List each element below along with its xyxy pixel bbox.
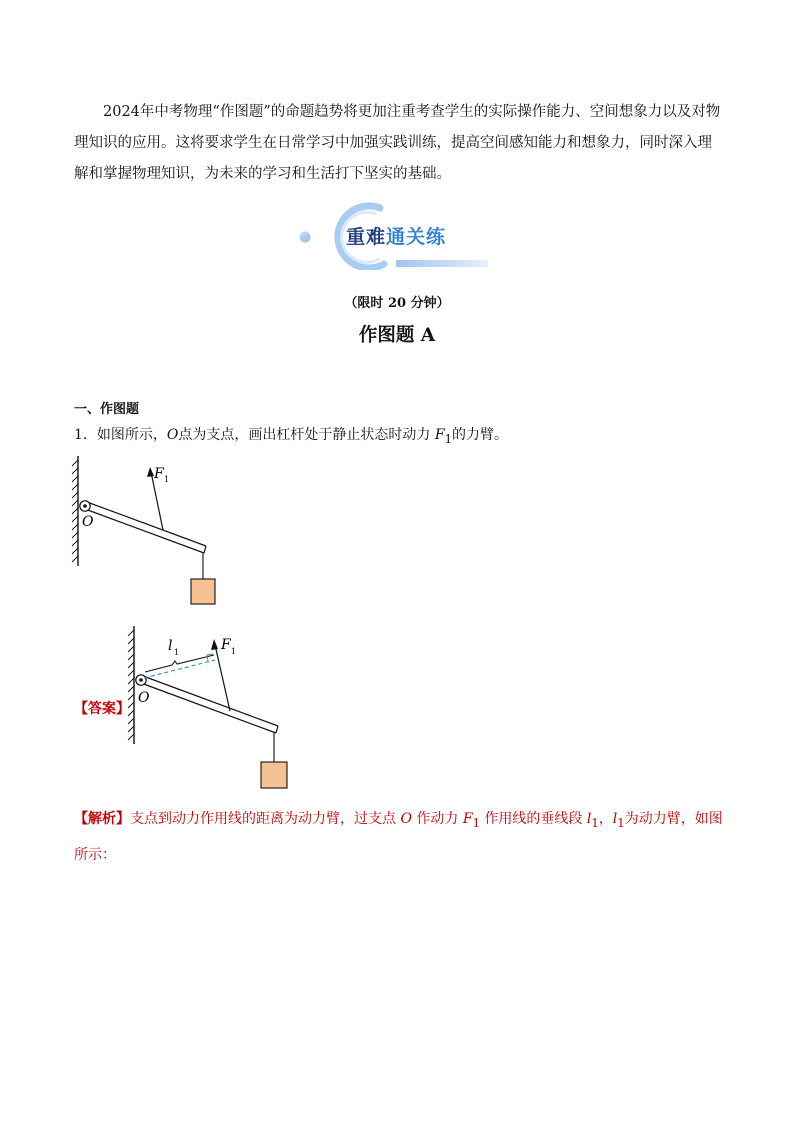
question-text-b: 点为支点，画出杠杆处于静止状态时动力 xyxy=(178,427,435,443)
answer-pivot-label: O xyxy=(138,690,150,706)
question-pivot: O xyxy=(166,427,179,443)
analysis-paragraph xyxy=(74,803,726,871)
banner-title-part1: 重难 xyxy=(346,226,387,248)
hanging-weight xyxy=(191,579,215,604)
analysis-pivot: O xyxy=(400,811,412,827)
question-force-sub: 1 xyxy=(444,431,452,446)
section-banner xyxy=(296,198,496,270)
answer-wall xyxy=(128,626,134,744)
answer-hanging-weight xyxy=(261,762,287,788)
arm-label-sub: 1 xyxy=(174,648,180,657)
answer-force-label: F xyxy=(221,637,231,653)
question-force: F xyxy=(434,427,445,443)
question-text-a: 如图所示， xyxy=(96,427,167,443)
analysis-arm-1-sub: 1 xyxy=(591,815,599,830)
question-figure xyxy=(66,452,236,610)
pivot-label: O xyxy=(82,514,94,530)
banner-title-part2: 通关练 xyxy=(386,226,447,248)
analysis-text-2: 作动力 xyxy=(411,811,463,827)
lever xyxy=(85,502,206,553)
arm-label: l xyxy=(168,638,173,654)
section-heading: 一、作图题 xyxy=(74,402,140,417)
answer-tag: 【答案】 xyxy=(74,701,130,717)
force-label: F xyxy=(154,466,164,482)
pivot-hinge xyxy=(80,501,90,511)
analysis-force-sub: 1 xyxy=(472,815,480,830)
banner-title xyxy=(346,222,446,249)
force-label-sub: 1 xyxy=(164,475,170,484)
time-limit: （限时 20 分钟） xyxy=(344,296,450,311)
analysis-text-3: 作用线的垂线段 xyxy=(479,811,587,827)
analysis-text-5: 为动力臂，如图所示： xyxy=(74,811,723,863)
analysis-force: F xyxy=(462,811,473,827)
question-1 xyxy=(74,424,508,446)
question-number: 1． xyxy=(74,427,97,443)
answer-figure xyxy=(122,622,302,792)
answer-force-label-sub: 1 xyxy=(231,647,237,656)
analysis-arm-1: l xyxy=(586,811,592,827)
wall xyxy=(72,456,78,566)
answer-pivot-hinge xyxy=(136,675,146,685)
analysis-arm-2: l xyxy=(612,811,618,827)
answer-lever xyxy=(141,676,278,733)
analysis-text-1: 支点到动力作用线的距离为动力臂，过支点 xyxy=(130,811,401,827)
analysis-arm-2-sub: 1 xyxy=(617,815,625,830)
page-title: 作图题 A xyxy=(358,325,436,346)
intro-paragraph: 2024年中考物理“作图题”的命题趋势将更加注重考查学生的实际操作能力、空间想象力以及对物理知识的应用。这将要求学生在日常学习中加强实践训练，提高空间感知能力和想象力，同时深入理解和掌握物理知识，为未来的学习和生活打下坚实的基础。 xyxy=(74,104,721,182)
analysis-tag: 【解析】 xyxy=(74,811,130,827)
question-text-c: 的力臂。 xyxy=(452,427,508,443)
analysis-text-4: ， xyxy=(598,811,613,827)
